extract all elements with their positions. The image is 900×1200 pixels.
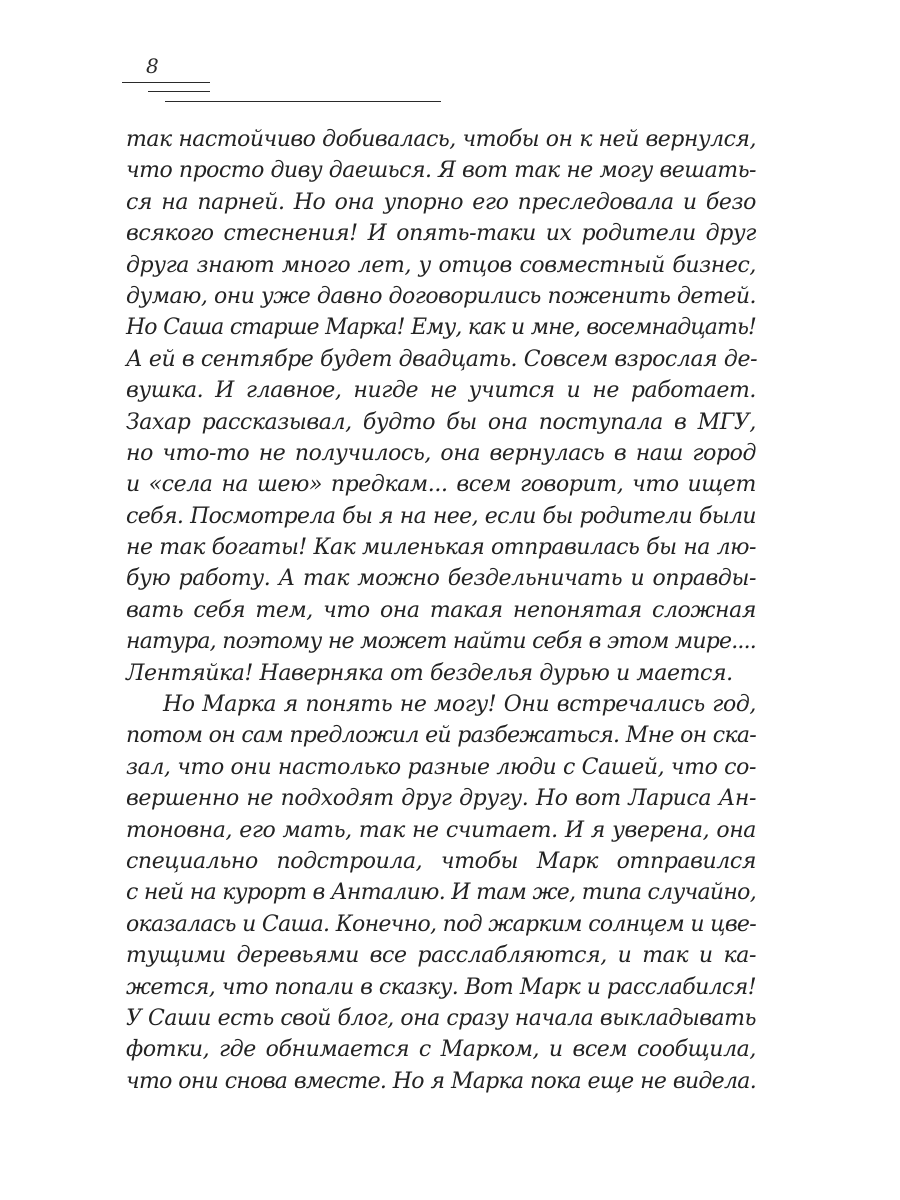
- text-line: тоновна, его мать, так не считает. И я уверена, она: [126, 817, 756, 843]
- text-line: У Саши есть свой блог, она сразу начала выкладывать: [126, 1005, 756, 1031]
- text-line: что просто диву даешься. Я вот так не могу вешать-: [126, 158, 756, 184]
- header-rule-top: [122, 82, 210, 83]
- text-line: бую работу. А так можно бездельничать и оправды-: [126, 566, 756, 592]
- paragraph-end-line: Лентяйка! Наверняка от безделья дурью и мается.: [126, 660, 733, 686]
- text-line: оказалась и Саша. Конечно, под жарким солнцем и цве-: [126, 911, 756, 937]
- text-line: натура, поэтому не может найти себя в этом мире....: [126, 629, 756, 655]
- text-body: [126, 124, 756, 1097]
- paragraph-start-line: Но Марка я понять не могу! Они встречались год,: [163, 692, 756, 718]
- text-line: специально подстроила, чтобы Марк отправился: [126, 848, 756, 874]
- text-line: вершенно не подходят друг другу. Но вот Лариса Ан-: [126, 786, 756, 812]
- page-number: 8: [146, 54, 159, 78]
- text-line: и «села на шею» предкам... всем говорит, что ищет: [126, 472, 756, 498]
- text-line: вушка. И главное, нигде не учится и не работает.: [126, 378, 756, 404]
- text-line: жется, что попали в сказку. Вот Марк и расслабился!: [126, 974, 756, 1000]
- text-line: друга знают много лет, у отцов совместный бизнес,: [126, 252, 756, 278]
- text-line: всякого стеснения! И опять-таки их родители друг: [126, 221, 756, 247]
- text-line: Захар рассказывал, будто бы она поступала в МГУ,: [126, 409, 756, 435]
- text-line: себя. Посмотрела бы я на нее, если бы родители были: [126, 503, 756, 529]
- text-line: тущими деревьями все расслабляются, и так и ка-: [126, 943, 756, 969]
- text-line: думаю, они уже давно договорились поженить детей.: [126, 283, 756, 309]
- text-line: но что-то не получилось, она вернулась в наш город: [126, 440, 756, 466]
- text-line: Но Саша старше Марка! Ему, как и мне, восемнадцать!: [126, 315, 756, 341]
- text-line: фотки, где обнимается с Марком, и всем сообщила,: [126, 1037, 756, 1063]
- text-line: с ней на курорт в Анталию. И там же, типа случайно,: [126, 880, 757, 906]
- text-line: не так богаты! Как миленькая отправилась бы на лю-: [126, 535, 756, 561]
- text-line: А ей в сентябре будет двадцать. Совсем взрослая де-: [126, 346, 758, 372]
- text-line: вать себя тем, что она такая непонятая сложная: [126, 597, 756, 623]
- text-line: ся на парней. Но она упорно его преследовала и безо: [126, 189, 756, 215]
- text-line: так настойчиво добивалась, чтобы он к ней вернулся,: [126, 127, 756, 152]
- text-line: что они снова вместе. Но я Марка пока еще не видела.: [126, 1068, 756, 1094]
- text-line: зал, что они настолько разные люди с Сашей, что со-: [126, 754, 756, 780]
- header-rule-bottom: [165, 101, 441, 102]
- header-rule-middle: [148, 91, 210, 92]
- text-line: потом он сам предложил ей разбежаться. Мне он ска-: [126, 723, 756, 749]
